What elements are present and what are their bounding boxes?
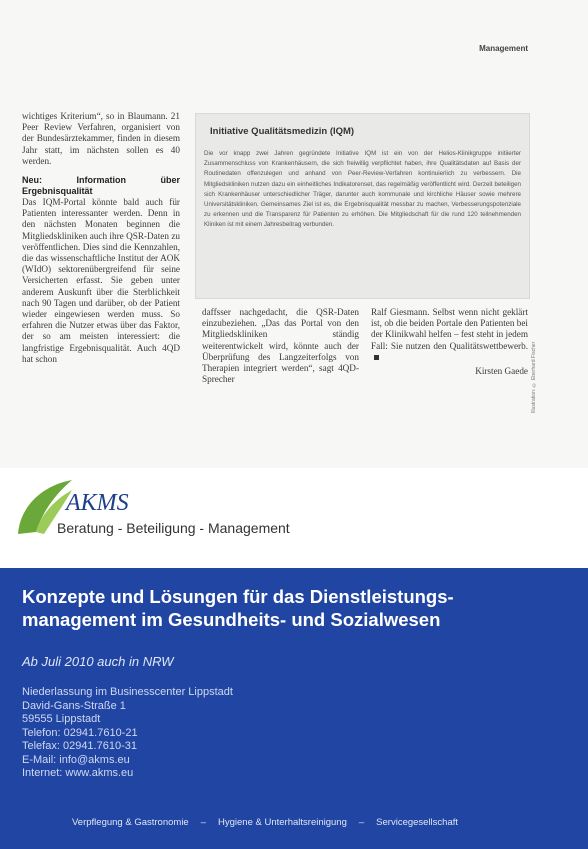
address-website: Internet: www.akms.eu [22, 767, 134, 779]
ad-headline-line-1: Konzepte und Lösungen für das Dienstleistungs- [22, 586, 454, 607]
address-line: 59555 Lippstadt [22, 713, 101, 725]
ad-blue-panel [0, 568, 588, 849]
ad-address-block [22, 686, 233, 781]
address-line: Niederlassung im Businesscenter Lippstadt [22, 686, 233, 698]
address-phone: Telefon: 02941.7610-21 [22, 726, 138, 739]
section-header: Management [479, 44, 528, 53]
article-body-right [371, 307, 528, 363]
address-email: E-Mail: info@akms.eu [22, 753, 130, 766]
akms-advertisement [0, 468, 588, 849]
article-author: Kirsten Gaede [475, 366, 528, 377]
article-body-left: Das IQM-Portal könnte bald auch für Patienten interessanter werden. Denn in den nächsten Monaten beginnen die Mitgliedskliniken auch ihre QSR-Daten zu veröffentlichen. Dies sind die Kennzahlen, die das wissenschaftliche Institut der AOK (WIdO) sektorenübergreifend für seine Versicherten erfasst. Sie geben unter anderem Auskunft über die Sterblichkeit nach 90 Tagen und darüber, ob der Patient wieder eingewiesen werden muss. So erfahren die Nutzer etwas über das Faktor, der so am meisten interessiert: die langfristige Ergebnisqualität. Auch 4QD hat schon [22, 197, 180, 364]
article-column-right [371, 307, 528, 377]
ad-headline-line-2: management im Gesundheits- und Sozialwesen [22, 609, 441, 630]
ad-headline [22, 585, 562, 631]
ad-services-line [72, 817, 458, 828]
image-credit: Illustration: © Eberhard Fischer [531, 341, 537, 413]
info-box-text: Die vor knapp zwei Jahren gegründete Initiative IQM ist ein von der Helios-Klinikgruppe initiierter Zusammenschluss von Krankenhäusern, die sich freiwillig verpflichtet haben, ihre Qualitätsdaten auf Basis der Routinedaten offenzulegen und anhand von Peer-Review-Verfahren kontinuierlich zu verbessern. Die Mitgliedskliniken nutzen dazu ein einheitliches Indikatorenset, das regelmäßig veröffentlicht wird. Derzeit beteiligen sich Krankenhäuser unterschiedlicher Träger, darunter auch kommunale und kirchliche Häuser sowie mehrere Universitätskliniken. Gemeinsames Ziel ist es, die Ergebnisqualität messbar zu machen, Verbesserungspotenziale zu erkennen und die Transparenz für Patienten zu erhöhen. Die Mitgliedschaft für die rund 120 teilnehmenden Kliniken ist mit einem Jahresbeitrag verbunden. [204, 150, 521, 229]
end-mark-icon [374, 355, 379, 360]
article-body-right-text: Ralf Giesmann. Selbst wenn nicht geklärt ist, ob die beiden Portale den Patienten bei der Klinikwahl helfen – fest steht in jedem Fall: Sie nutzen den Qualitätswettbewerb. [371, 307, 528, 351]
article-column-middle [202, 307, 359, 385]
address-line: David-Gans-Straße 1 [22, 699, 126, 712]
article-body-middle: daffsser nachgedacht, die QSR-Daten einzubeziehen. „Das das Portal von den Mitgliedskliniken ständig weiterentwickelt wird, könnte auch der Überprüfung des Langzeiterfolgs von Therapien integriert werden“, sagt 4QD-Sprecher [202, 307, 359, 385]
service-item: Hygiene & Unterhaltsreinigung [218, 817, 347, 828]
service-separator: – [358, 817, 365, 828]
address-fax: Telefax: 02941.7610-31 [22, 740, 137, 752]
ad-subline: Ab Juli 2010 auch in NRW [22, 654, 174, 669]
info-box [195, 113, 530, 299]
service-item: Servicegesellschaft [376, 817, 459, 828]
info-box-title: Initiative Qualitätsmedizin (IQM) [210, 126, 355, 137]
service-item: Verpflegung & Gastronomie [72, 817, 189, 828]
service-separator: – [200, 817, 207, 828]
akms-tagline: Beratung - Beteiligung - Management [57, 520, 290, 536]
article-column-left [22, 111, 180, 365]
article-intro-text: wichtiges Kriterium“, so in Blaumann. 21 Peer Review Verfahren, organisiert von der Bundesärztekammer, finden in diesem Jahr statt, im nächsten sollen es 40 werden. [22, 111, 180, 166]
akms-logo-name: AKMS [66, 490, 129, 516]
article-subheading: Neu: Information über Ergebnisqualität [22, 175, 180, 197]
